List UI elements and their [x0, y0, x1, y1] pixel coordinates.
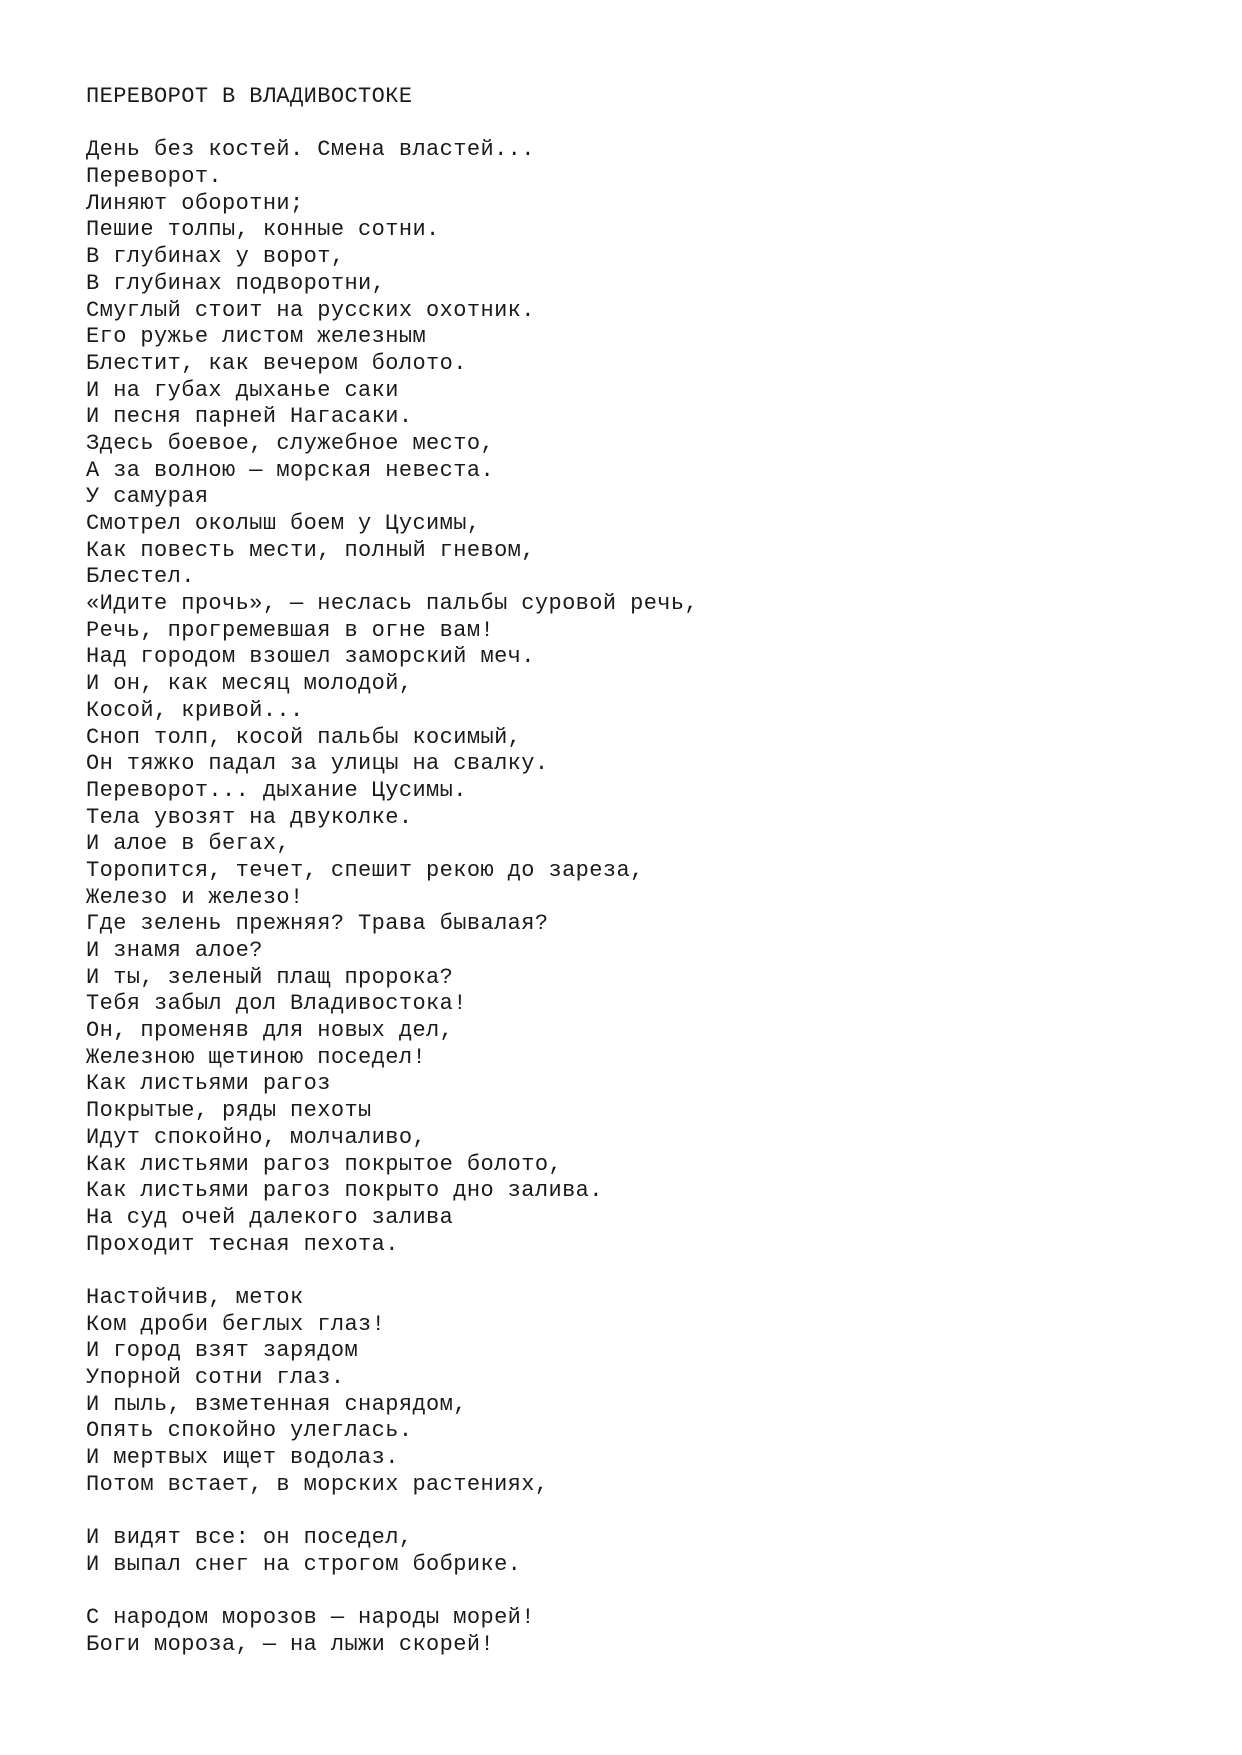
poem-line: И город взят зарядом — [86, 1338, 359, 1364]
poem-line: Пешие толпы, конные сотни. — [86, 217, 440, 243]
poem-line: Косой, кривой... — [86, 697, 304, 723]
stanza-gap — [86, 1579, 698, 1606]
poem-line: Он тяжко падал за улицы на свалку. — [86, 751, 549, 777]
poem-line: А за волною — морская невеста. — [86, 457, 495, 483]
stanza-gap — [86, 1258, 698, 1285]
poem-line: Речь, прогремевшая в огне вам! — [86, 617, 495, 643]
blank-line — [86, 111, 698, 138]
poem-line: На суд очей далекого залива — [86, 1204, 454, 1230]
poem-line: Идут спокойно, молчаливо, — [86, 1124, 427, 1150]
poem-line: И он, как месяц молодой, — [86, 671, 413, 697]
stanza — [86, 1285, 698, 1499]
poem-line: Сноп толп, косой пальбы косимый, — [86, 724, 522, 750]
poem-line: Железо и железо! — [86, 884, 304, 910]
poem-line: Смуглый стоит на русских охотник. — [86, 297, 535, 323]
poem-line: И мертвых ищет водолаз. — [86, 1445, 399, 1471]
poem-line: Потом встает, в морских растениях, — [86, 1471, 549, 1497]
poem-line: Его ружье листом железным — [86, 324, 427, 350]
poem-line: Боги мороза, — на лыжи скорей! — [86, 1631, 495, 1657]
poem-line: И ты, зеленый плащ пророка? — [86, 964, 454, 990]
poem-line: И знамя алое? — [86, 938, 263, 964]
poem-line: Линяют оборотни; — [86, 190, 304, 216]
poem-line: Настойчив, меток — [86, 1284, 304, 1310]
poem-title: ПЕРЕВОРОТ В ВЛАДИВОСТОКЕ — [86, 84, 413, 109]
poem-line: Над городом взошел заморский меч. — [86, 644, 535, 670]
poem-line: Проходит тесная пехота. — [86, 1231, 399, 1257]
poem-line: Покрытые, ряды пехоты — [86, 1098, 372, 1124]
poem-line: Ком дроби беглых глаз! — [86, 1311, 386, 1337]
poem-line: В глубинах подворотни, — [86, 270, 386, 296]
stanza — [86, 1525, 698, 1578]
poem-body — [86, 137, 698, 1658]
poem-line: С народом морозов — народы морей! — [86, 1605, 535, 1631]
poem-line: Как листьями рагоз — [86, 1071, 331, 1097]
poem-line: Упорной сотни глаз. — [86, 1365, 345, 1391]
poem-line: Как листьями рагоз покрыто дно залива. — [86, 1178, 603, 1204]
poem-line: И на губах дыханье саки — [86, 377, 399, 403]
poem-line: Как повесть мести, полный гневом, — [86, 537, 535, 563]
poem-line: Тебя забыл дол Владивостока! — [86, 991, 467, 1017]
poem-line: Переворот... дыхание Цусимы. — [86, 777, 467, 803]
poem-line: И видят все: он поседел, — [86, 1525, 413, 1551]
poem-line: В глубинах у ворот, — [86, 244, 345, 270]
poem-line: Переворот. — [86, 164, 223, 190]
stanza — [86, 1605, 698, 1658]
poem-line: Опять спокойно улеглась. — [86, 1418, 413, 1444]
poem-line: Здесь боевое, служебное место, — [86, 430, 495, 456]
poem-line: У самурая — [86, 484, 209, 510]
poem-line: И песня парней Нагасаки. — [86, 404, 413, 430]
stanza — [86, 137, 698, 1258]
poem-line: Как листьями рагоз покрытое болото, — [86, 1151, 563, 1177]
poem-line: Торопится, течет, спешит рекою до зареза, — [86, 857, 644, 883]
poem-line: И пыль, взметенная снарядом, — [86, 1391, 467, 1417]
poem-line: Тела увозят на двуколке. — [86, 804, 413, 830]
stanza-gap — [86, 1498, 698, 1525]
poem-line: «Идите прочь», — неслась пальбы суровой речь, — [86, 591, 699, 617]
poem-line: Блестел. — [86, 564, 195, 590]
poem-line: Железною щетиною поседел! — [86, 1044, 427, 1070]
poem-line: Смотрел околыш боем у Цусимы, — [86, 511, 481, 537]
poem-line: День без костей. Смена властей... — [86, 137, 535, 163]
poem-line: И алое в бегах, — [86, 831, 291, 857]
poem-line: Где зелень прежняя? Трава бывалая? — [86, 911, 549, 937]
poem-line: Блестит, как вечером болото. — [86, 350, 467, 376]
poem-line: И выпал снег на строгом бобрике. — [86, 1551, 522, 1577]
poem-line: Он, променяв для новых дел, — [86, 1018, 454, 1044]
poem — [86, 84, 698, 1659]
